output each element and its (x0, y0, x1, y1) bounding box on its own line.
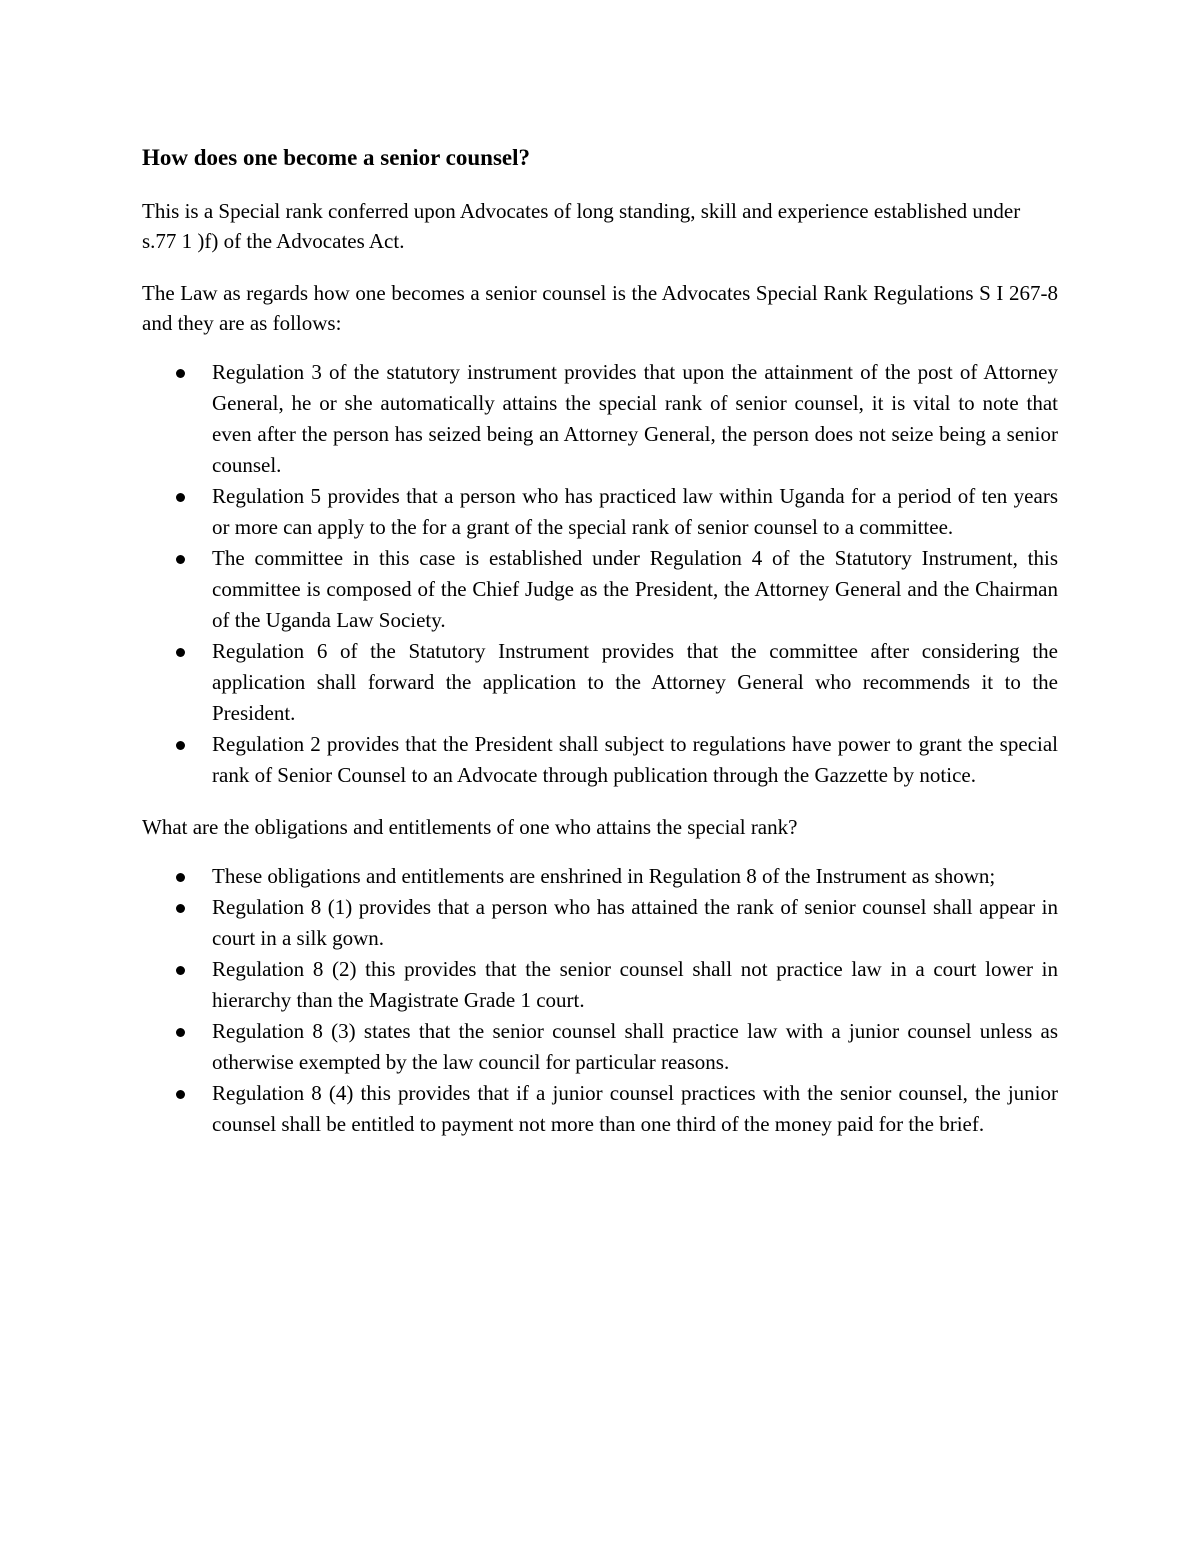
obligations-question: What are the obligations and entitlements of one who attains the special rank? (142, 815, 798, 839)
document-page (142, 140, 1058, 1161)
bullet-icon (176, 741, 185, 750)
bullet-icon (176, 648, 185, 657)
bullet-icon (176, 1028, 185, 1037)
bullet-icon (176, 1090, 185, 1099)
list-item-text: Regulation 8 (4) this provides that if a junior counsel practices with the senior counsel, the junior counsel shall be entitled to payment not more than one third of the money paid for the brief. (212, 1081, 1058, 1136)
law-paragraph: The Law as regards how one becomes a senior counsel is the Advocates Special Rank Regulations S I 267-8 and they are as follows: (142, 281, 1058, 335)
list-item-text: Regulation 2 provides that the President shall subject to regulations have power to grant the special rank of Senior Counsel to an Advocate through publication through the Gazzette by notice. (212, 732, 1058, 787)
list-item (142, 357, 1058, 481)
list-item (142, 543, 1058, 636)
list-item (142, 481, 1058, 543)
list-item (142, 1016, 1058, 1078)
document-heading: How does one become a senior counsel? (142, 145, 531, 170)
obligations-list (142, 861, 1058, 1140)
bullet-icon (176, 966, 185, 975)
list-item-text: Regulation 8 (1) provides that a person who has attained the rank of senior counsel shall appear in court in a silk gown. (212, 895, 1058, 950)
bullet-icon (176, 904, 185, 913)
list-item (142, 954, 1058, 1016)
bullet-icon (176, 493, 185, 502)
list-item (142, 861, 1058, 892)
list-item-text: Regulation 8 (3) states that the senior counsel shall practice law with a junior counsel unless as otherwise exempted by the law council for particular reasons. (212, 1019, 1058, 1074)
list-item (142, 729, 1058, 791)
intro-paragraph: This is a Special rank conferred upon Advocates of long standing, skill and experience established under s.77 1 )f) of the Advocates Act. (142, 199, 1021, 253)
list-item-text: Regulation 6 of the Statutory Instrument provides that the committee after considering the application shall forward the application to the Attorney General who recommends it to the President. (212, 639, 1058, 725)
list-item-text: The committee in this case is established under Regulation 4 of the Statutory Instrument, this committee is composed of the Chief Judge as the President, the Attorney General and the Chairman of the Uganda Law Society. (212, 546, 1058, 632)
bullet-icon (176, 555, 185, 564)
list-item-text: Regulation 5 provides that a person who has practiced law within Uganda for a period of ten years or more can apply to the for a grant of the special rank of senior counsel to a committee. (212, 484, 1058, 539)
bullet-icon (176, 873, 185, 882)
list-item (142, 1078, 1058, 1140)
list-item (142, 636, 1058, 729)
list-item-text: Regulation 8 (2) this provides that the senior counsel shall not practice law in a court lower in hierarchy than the Magistrate Grade 1 court. (212, 957, 1058, 1012)
bullet-icon (176, 369, 185, 378)
list-item-text: These obligations and entitlements are enshrined in Regulation 8 of the Instrument as shown; (212, 864, 996, 888)
regulations-list (142, 357, 1058, 791)
list-item (142, 892, 1058, 954)
list-item-text: Regulation 3 of the statutory instrument provides that upon the attainment of the post of Attorney General, he or she automatically attains the special rank of senior counsel, it is vital to note that even after the person has seized being an Attorney General, the person does not seize being a senior counsel. (212, 360, 1058, 477)
